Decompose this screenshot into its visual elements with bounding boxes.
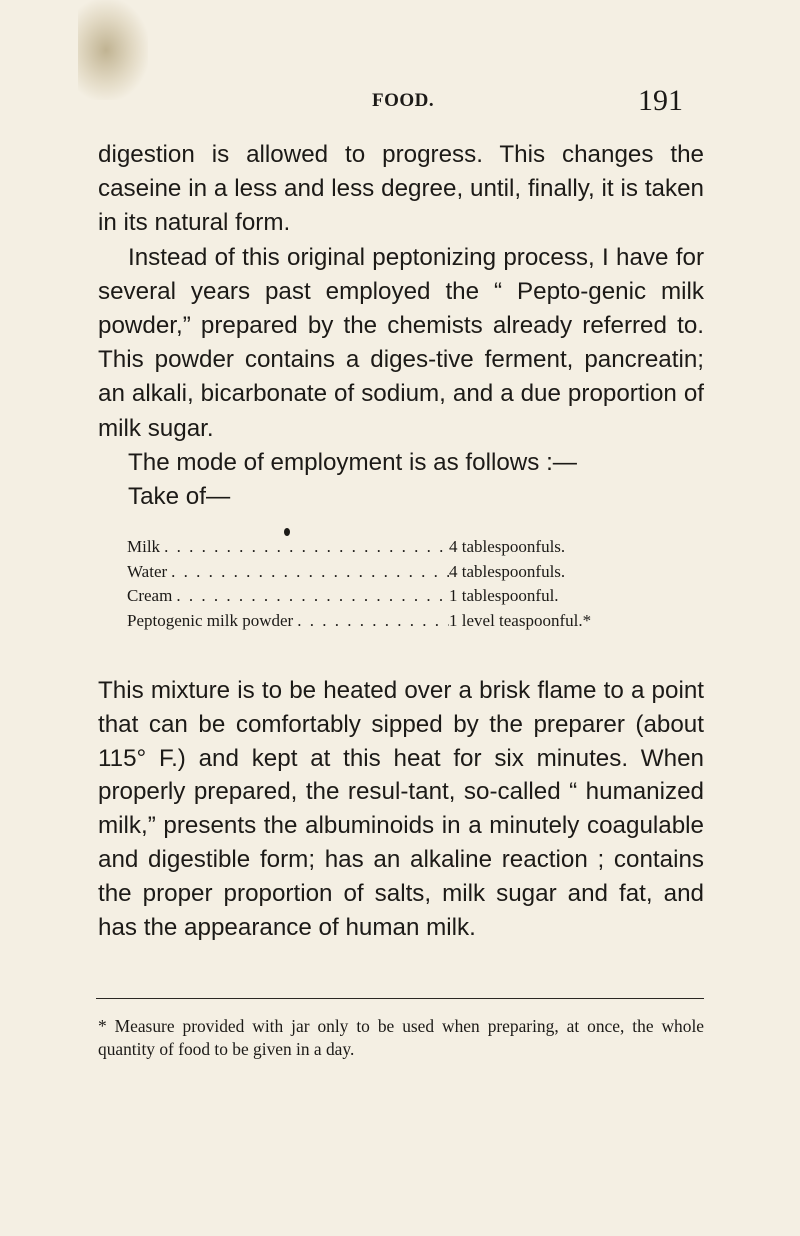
- recipe-ingredient: Peptogenic milk powder: [127, 610, 294, 630]
- running-head: FOOD.: [372, 90, 435, 111]
- dot-leader: [172, 584, 449, 609]
- paragraph-mixture: This mixture is to be heated over a brisk flame to a point that can be comfortably sipped by the preparer (about 115° F.) and kept at this heat for six minutes. When properly prepared, the resul-tant, so-called “ humanized milk,” presents the albuminoids in a minutely coagulable and digestible form; has an alkaline reaction ; contains the proper proportion of salts, milk sugar and fat, and has the appearance of human milk.: [98, 677, 704, 941]
- footnote-rule: [96, 998, 704, 999]
- recipe-row: [127, 560, 647, 585]
- recipe-quantity: 1 level teaspoonful.*: [449, 610, 592, 630]
- dot-leader: [160, 535, 449, 560]
- body-text-closing: [98, 674, 704, 944]
- recipe-row: [127, 584, 647, 609]
- page-number: 191: [638, 84, 683, 117]
- recipe-ingredient: Cream: [127, 586, 173, 605]
- paragraph-continuation: digestion is allowed to progress. This changes the caseine in a less and less degree, until, finally, it is taken in its natural form.: [98, 141, 704, 237]
- recipe-list: [127, 535, 647, 633]
- recipe-ingredient: Milk: [127, 537, 161, 556]
- recipe-row: [127, 535, 647, 560]
- recipe-row: [127, 609, 647, 634]
- dot-leader: [293, 609, 449, 634]
- page-header: [0, 84, 800, 124]
- recipe-ingredient: Water: [127, 561, 168, 581]
- paragraph-take-of: Take of—: [128, 483, 231, 511]
- paragraph-mode: The mode of employment is as follows :—: [128, 448, 577, 476]
- dot-leader: [167, 560, 449, 585]
- body-text: [98, 138, 704, 514]
- recipe-quantity: 4 tablespoonfuls.: [449, 537, 566, 556]
- paragraph-peptogenic: Instead of this original peptonizing process, I have for several years past employed the “ Pepto-genic milk powder,” prepared by the chemists already referred to. This powder contains a diges-tive ferment, pancreatin; an alkali, bicarbonate of sodium, and a due proportion of milk sugar.: [98, 243, 704, 442]
- recipe-quantity: 4 tablespoonfuls.: [449, 561, 566, 581]
- recipe-quantity: 1 tablespoonful.: [449, 586, 559, 605]
- footnote: * Measure provided with jar only to be used when preparing, at once, the whole quantity of food to be given in a day.: [98, 1016, 704, 1059]
